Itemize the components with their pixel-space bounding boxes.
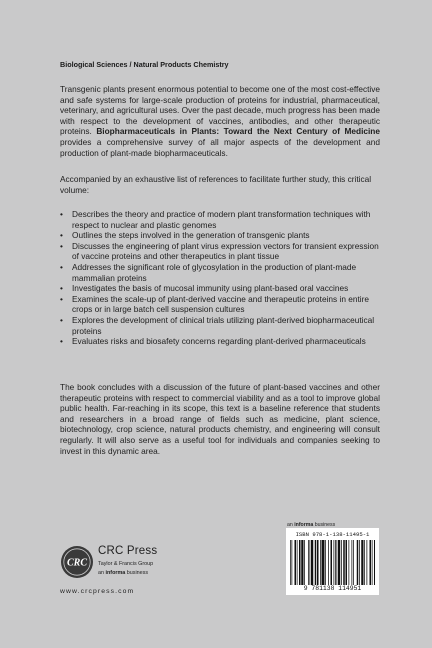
bullet-icon: • — [60, 336, 63, 347]
publisher-logo — [60, 542, 170, 598]
list-item-text: Examines the scale-up of plant-derived vaccine and therapeutic proteins in entire crops or in large batch cell suspension cultures — [72, 293, 370, 315]
list-item-text: Describes the theory and practice of modern plant transformation techniques with respect to nuclear and plastic genomes — [72, 209, 371, 230]
business-brand: informa — [105, 570, 126, 576]
bullet-icon: • — [60, 209, 63, 219]
lead-in-paragraph: Accompanied by an exhaustive list of references to facilitate further study, this critical volume: — [60, 174, 372, 195]
publisher-business-line — [98, 570, 148, 576]
bullet-icon: • — [60, 314, 63, 325]
intro-paragraph — [60, 84, 380, 158]
conclusion-paragraph: The book concludes with a discussion of the future of plant-based vaccines and other therapeutic proteins with respect to commercial viability and as a tool to improve global public health. Far-reaching in its scope, this text is a baseline reference that students and researchers in a broad range of fields such as medicine, plant science, biotechnology, crop science, natural products chemistry, and engineering will consult regularly. It will also serve as a useful tool for individuals and companies seeking to invest in this dynamic area. — [60, 382, 380, 456]
informa-brand: informa — [294, 522, 314, 528]
publisher-name: CRC Press — [98, 545, 158, 557]
bullet-icon: • — [60, 230, 63, 241]
list-item-text: Evaluates risks and biosafety concerns regarding plant-derived pharmaceuticals — [72, 336, 366, 347]
barcode-icon — [290, 540, 375, 585]
list-item — [60, 230, 380, 241]
book-title: Biopharmaceuticals in Plants: Toward the Next Century of Medicine — [96, 126, 380, 137]
list-item — [60, 283, 380, 294]
bullet-icon: • — [60, 240, 63, 251]
bullet-icon: • — [60, 261, 63, 272]
bullet-icon: • — [60, 293, 63, 304]
features-list — [60, 209, 380, 347]
publisher-group: Taylor & Francis Group — [98, 561, 154, 567]
list-item — [60, 315, 380, 336]
publisher-website[interactable]: www.crcpress.com — [60, 588, 135, 595]
barcode — [286, 528, 379, 595]
barcode-number: 9 781138 114951 — [303, 585, 362, 592]
informa-suffix: business — [313, 522, 336, 528]
subject-category: Biological Sciences / Natural Products Chemistry — [60, 60, 229, 69]
list-item-text: Outlines the steps involved in the generation of transgenic plants — [72, 230, 310, 241]
intro-text-after: provides a comprehensive survey of all major aspects of the development and production of plant-made biopharmaceuticals. — [60, 136, 380, 158]
isbn-label: ISBN 978-1-138-11495-1 — [295, 531, 370, 538]
logo-text: CRC — [66, 557, 88, 569]
list-item-text: Investigates the basis of mucosal immunity using plant-based oral vaccines — [72, 283, 349, 294]
list-item — [60, 209, 380, 230]
informa-prefix: an — [287, 522, 295, 528]
list-item-text: Discusses the engineering of plant virus expression vectors for transient expression of vaccine proteins and other therapeutics in plant tissue — [72, 240, 379, 262]
list-item — [60, 336, 380, 347]
crc-press-logo-icon — [60, 545, 94, 579]
list-item — [60, 262, 380, 283]
bullet-icon: • — [60, 283, 63, 294]
list-item — [60, 241, 380, 262]
list-item-text: Addresses the significant role of glycosylation in the production of plant-made mammalian proteins — [72, 261, 357, 283]
business-suffix: business — [125, 570, 149, 576]
business-prefix: an — [98, 570, 106, 576]
list-item-text: Explores the development of clinical trials utilizing plant-derived biopharmaceutical proteins — [72, 314, 375, 336]
list-item — [60, 294, 380, 315]
intro-text-before: Transgenic plants present enormous potential to become one of the most cost-effective and safe systems for large-scale production of proteins for industrial, pharmaceutical, veterinary, and agricultural uses. Over the past decade, much progress has been made with respect to the development of vaccines, antibodies, and other therapeutic proteins. — [60, 84, 380, 137]
